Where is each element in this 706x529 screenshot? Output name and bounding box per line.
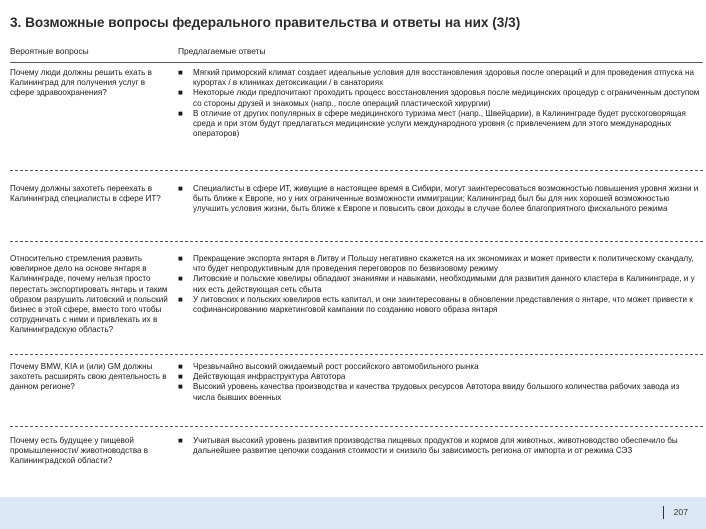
column-header-answers: Предлагаемые ответы [178, 46, 266, 56]
answer-item: ■ Прекращение экспорта янтаря в Литву и Польшу негативно скажется на их экономиках и может привести к политическому скандалу, что будет непродуктивным для проведения переговоров по безвизовому режиму [178, 254, 694, 274]
row-separator [10, 170, 703, 171]
row-separator [10, 241, 703, 242]
question-text: Почему есть будущее у пищевой промышленности/ животноводства в Калининградской области? [10, 436, 149, 466]
answer-list [178, 362, 703, 403]
page-title: 3. Возможные вопросы федерального правительства и ответы на них (3/3) [10, 15, 521, 30]
bullet-icon: ■ [178, 108, 183, 118]
question-text: Почему BMW, KIA и (или) GM должны захотеть расширять свою деятельность в данном регионе? [10, 362, 167, 392]
answer-item: ■ Мягкий приморский климат создает идеальные условия для восстановления здоровья после операций и для проведения отпуска на курортах / в клиниках детоксикации / в санаториях [178, 68, 694, 88]
page-number: 207 [673, 507, 688, 517]
answer-item: ■ Некоторые люди предпочитают проходить процесс восстановления здоровья после медицинских процедур с ограниченным доступом со стороны друзей и знакомых (напр., после операций пластической хирургии) [178, 88, 700, 108]
page-number-divider [663, 506, 664, 519]
question-text: Почему должны захотеть переехать в Калининград специалисты в сфере ИТ? [10, 184, 161, 204]
answer-item: ■ В отличие от других популярных в сфере медицинского туризма мест (напр., Швейцарии), в Калининграде будет русскоговорящая среда и при этом будут предлагаться медицинские услуги международного уровня (с привлечением для этого международных операторов) [178, 108, 686, 139]
bullet-icon: ■ [178, 68, 183, 77]
answer-list [178, 436, 703, 456]
question-text: Относительно стремления развить ювелирное дело на основе янтаря в Калининграде, почему нельзя просто перестать экспортировать янтарь и таким образом разрушить литовский и польский бизнес в этой сфере, вместо того чтобы сотрудничать с ними и привлекать их в Калининградскую область? [10, 254, 168, 335]
answer-list [178, 184, 703, 215]
bullet-icon: ■ [178, 382, 183, 392]
answer-item: ■ Литовские и польские ювелиры обладают знаниями и навыками, необходимыми для развития данного кластера в Калининграде, и у них есть действующая сеть сбыта [178, 274, 695, 294]
footer-band [0, 497, 706, 529]
bullet-icon: ■ [178, 88, 183, 98]
column-header-questions: Вероятные вопросы [10, 46, 89, 56]
bullet-icon: ■ [178, 254, 183, 263]
bullet-icon: ■ [178, 184, 183, 193]
answer-item: ■ У литовских и польских ювелиров есть капитал, и они заинтересованы в обновлении представления о янтаре, что может привести к софинансированию маркетинговой кампании по созданию нового образа янтаря [178, 294, 693, 315]
answer-item: ■ Действующая инфраструктура Автотора [178, 372, 346, 382]
answer-item: ■ Специалисты в сфере ИТ, живущие в настоящее время в Сибири, могут заинтересоваться возможностью повышения уровня жизни и быть ближе к Европе, но у них ограниченные возможности иммиграции; Калининград был бы для них хорошей возможностью улучшить условия жизни, быть ближе к Европе и повысить свои доходы в случае более благоприятного фискального режима [178, 184, 699, 214]
bullet-icon: ■ [178, 274, 183, 284]
row-separator [10, 354, 703, 355]
header-rule [10, 62, 703, 63]
bullet-icon: ■ [178, 362, 183, 371]
answer-list [178, 254, 703, 315]
question-text: Почему люди должны решить ехать в Калининград для получения услуг в сфере здравоохранения? [10, 68, 152, 98]
answer-item: ■ Высокий уровень качества производства и качества трудовых ресурсов Автотора ввиду большого количества рабочих завода из числа бывших военных [178, 382, 680, 402]
bullet-icon: ■ [178, 372, 183, 382]
row-separator [10, 426, 703, 427]
bullet-icon: ■ [178, 436, 183, 445]
answer-item: ■ Учитывая высокий уровень развития производства пищевых продуктов и кормов для животных, животноводство обеспечило бы дальнейшее развитие цепочки создания стоимости и снизило бы зависимость региона от импорта и от режима СЭЗ [178, 436, 678, 456]
bullet-icon: ■ [178, 294, 183, 304]
answer-item: ■ Чрезвычайно высокий ожидаемый рост российского автомобильного рынка [178, 362, 479, 371]
answer-list [178, 68, 703, 139]
